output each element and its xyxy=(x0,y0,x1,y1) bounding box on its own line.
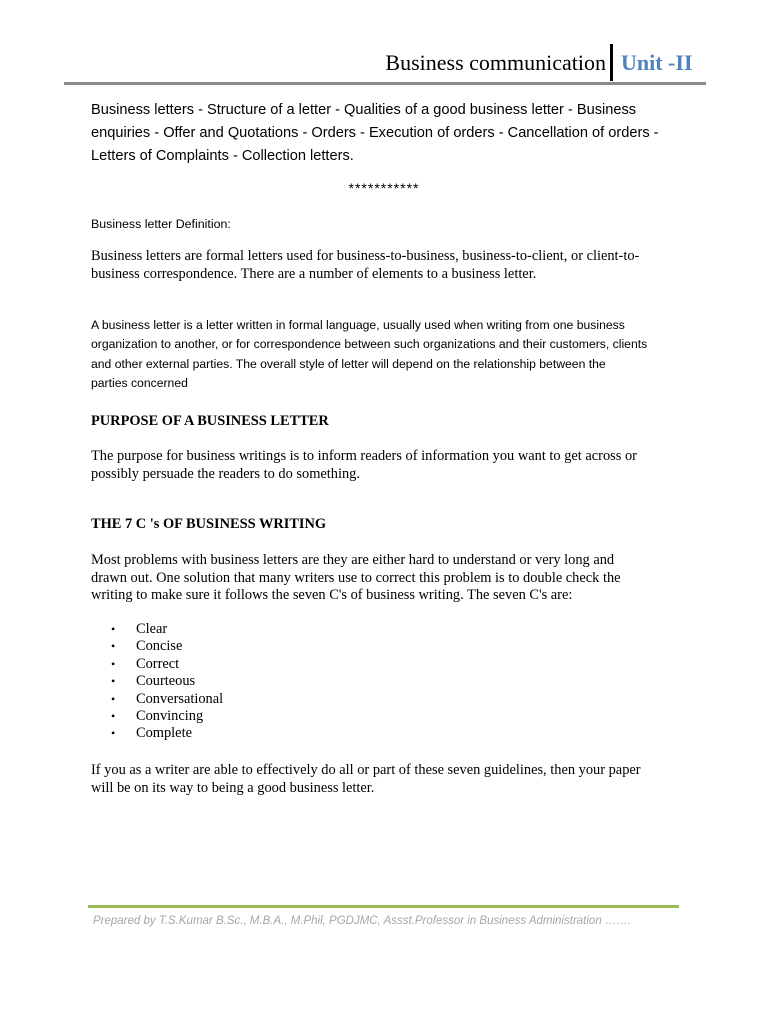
paragraph-line: parties concerned xyxy=(91,375,188,390)
paragraph-line: drawn out. One solution that many writers use to correct this problem is to double check the xyxy=(91,569,621,586)
header-title: Business communication xyxy=(385,50,606,75)
seven-cs-heading: THE 7 C 's OF BUSINESS WRITING xyxy=(91,516,327,532)
list-item xyxy=(109,621,223,638)
bullet-icon: • xyxy=(111,656,116,671)
bullet-icon: • xyxy=(111,691,116,706)
list-item-label: Clear xyxy=(136,621,168,637)
definition-detail-paragraph xyxy=(91,316,681,393)
list-item xyxy=(109,638,223,655)
footer-credit: Prepared by T.S.Kumar B.Sc., M.B.A., M.Phil, PGDJMC, Assst.Professor in Business Administration ……. xyxy=(93,915,632,927)
list-item xyxy=(109,691,223,708)
seven-cs-list xyxy=(109,621,223,743)
list-item-label: Courteous xyxy=(136,673,196,690)
paragraph-line: business correspondence. There are a number of elements to a business letter. xyxy=(91,265,537,282)
list-item xyxy=(109,708,223,725)
paragraph-line: and other external parties. The overall style of letter will depend on the relationship between the xyxy=(91,356,606,371)
list-item-label: Conversational xyxy=(136,690,224,707)
seven-cs-intro xyxy=(91,552,681,605)
paragraph-line: A business letter is a letter written in formal language, usually used when writing from one business xyxy=(91,318,625,332)
paragraph-line: organization to another, or for correspondence between such organizations and their customers, clients xyxy=(91,337,648,352)
footer-divider xyxy=(88,905,679,908)
header-divider xyxy=(610,44,613,81)
paragraph-line: Business letters are formal letters used for business-to-business, business-to-client, or client-to- xyxy=(91,248,640,264)
header-unit-label: Unit -II xyxy=(621,50,693,75)
section-separator: *********** xyxy=(348,180,420,196)
list-item-label: Concise xyxy=(136,638,183,655)
bullet-icon: • xyxy=(111,726,116,741)
paragraph-line: possibly persuade the readers to do something. xyxy=(91,465,360,482)
paragraph-line: The purpose for business writings is to inform readers of information you want to get across or xyxy=(91,448,637,464)
bullet-icon: • xyxy=(111,622,116,636)
paragraph-line: If you as a writer are able to effectively do all or part of these seven guidelines, then your paper xyxy=(91,762,641,778)
purpose-paragraph xyxy=(91,448,681,483)
syllabus-line: Business letters - Structure of a letter - Qualities of a good business letter - Business xyxy=(91,102,637,118)
list-item-label: Correct xyxy=(136,655,180,672)
bullet-icon: • xyxy=(111,709,116,724)
paragraph-line: Most problems with business letters are they are either hard to understand or very long and xyxy=(91,552,615,568)
syllabus-line: enquiries - Offer and Quotations - Orders - Execution of orders - Cancellation of orders - xyxy=(91,125,659,141)
definition-paragraph xyxy=(91,248,681,283)
list-item xyxy=(109,656,223,673)
list-item xyxy=(109,725,223,742)
purpose-heading: PURPOSE OF A BUSINESS LETTER xyxy=(91,413,329,429)
definition-label: Business letter Definition: xyxy=(91,217,231,231)
list-item-label: Complete xyxy=(136,725,192,742)
list-item xyxy=(109,673,223,690)
bullet-icon: • xyxy=(111,674,116,689)
closing-paragraph xyxy=(91,762,681,797)
bullet-icon: • xyxy=(111,639,116,654)
paragraph-line: writing to make sure it follows the seven C's of business writing. The seven C's are: xyxy=(91,587,573,603)
page-header xyxy=(64,40,706,85)
syllabus-topics xyxy=(91,99,691,168)
paragraph-line: will be on its way to being a good business letter. xyxy=(91,779,375,796)
list-item-label: Convincing xyxy=(136,708,204,725)
syllabus-line: Letters of Complaints - Collection letters. xyxy=(91,148,354,164)
